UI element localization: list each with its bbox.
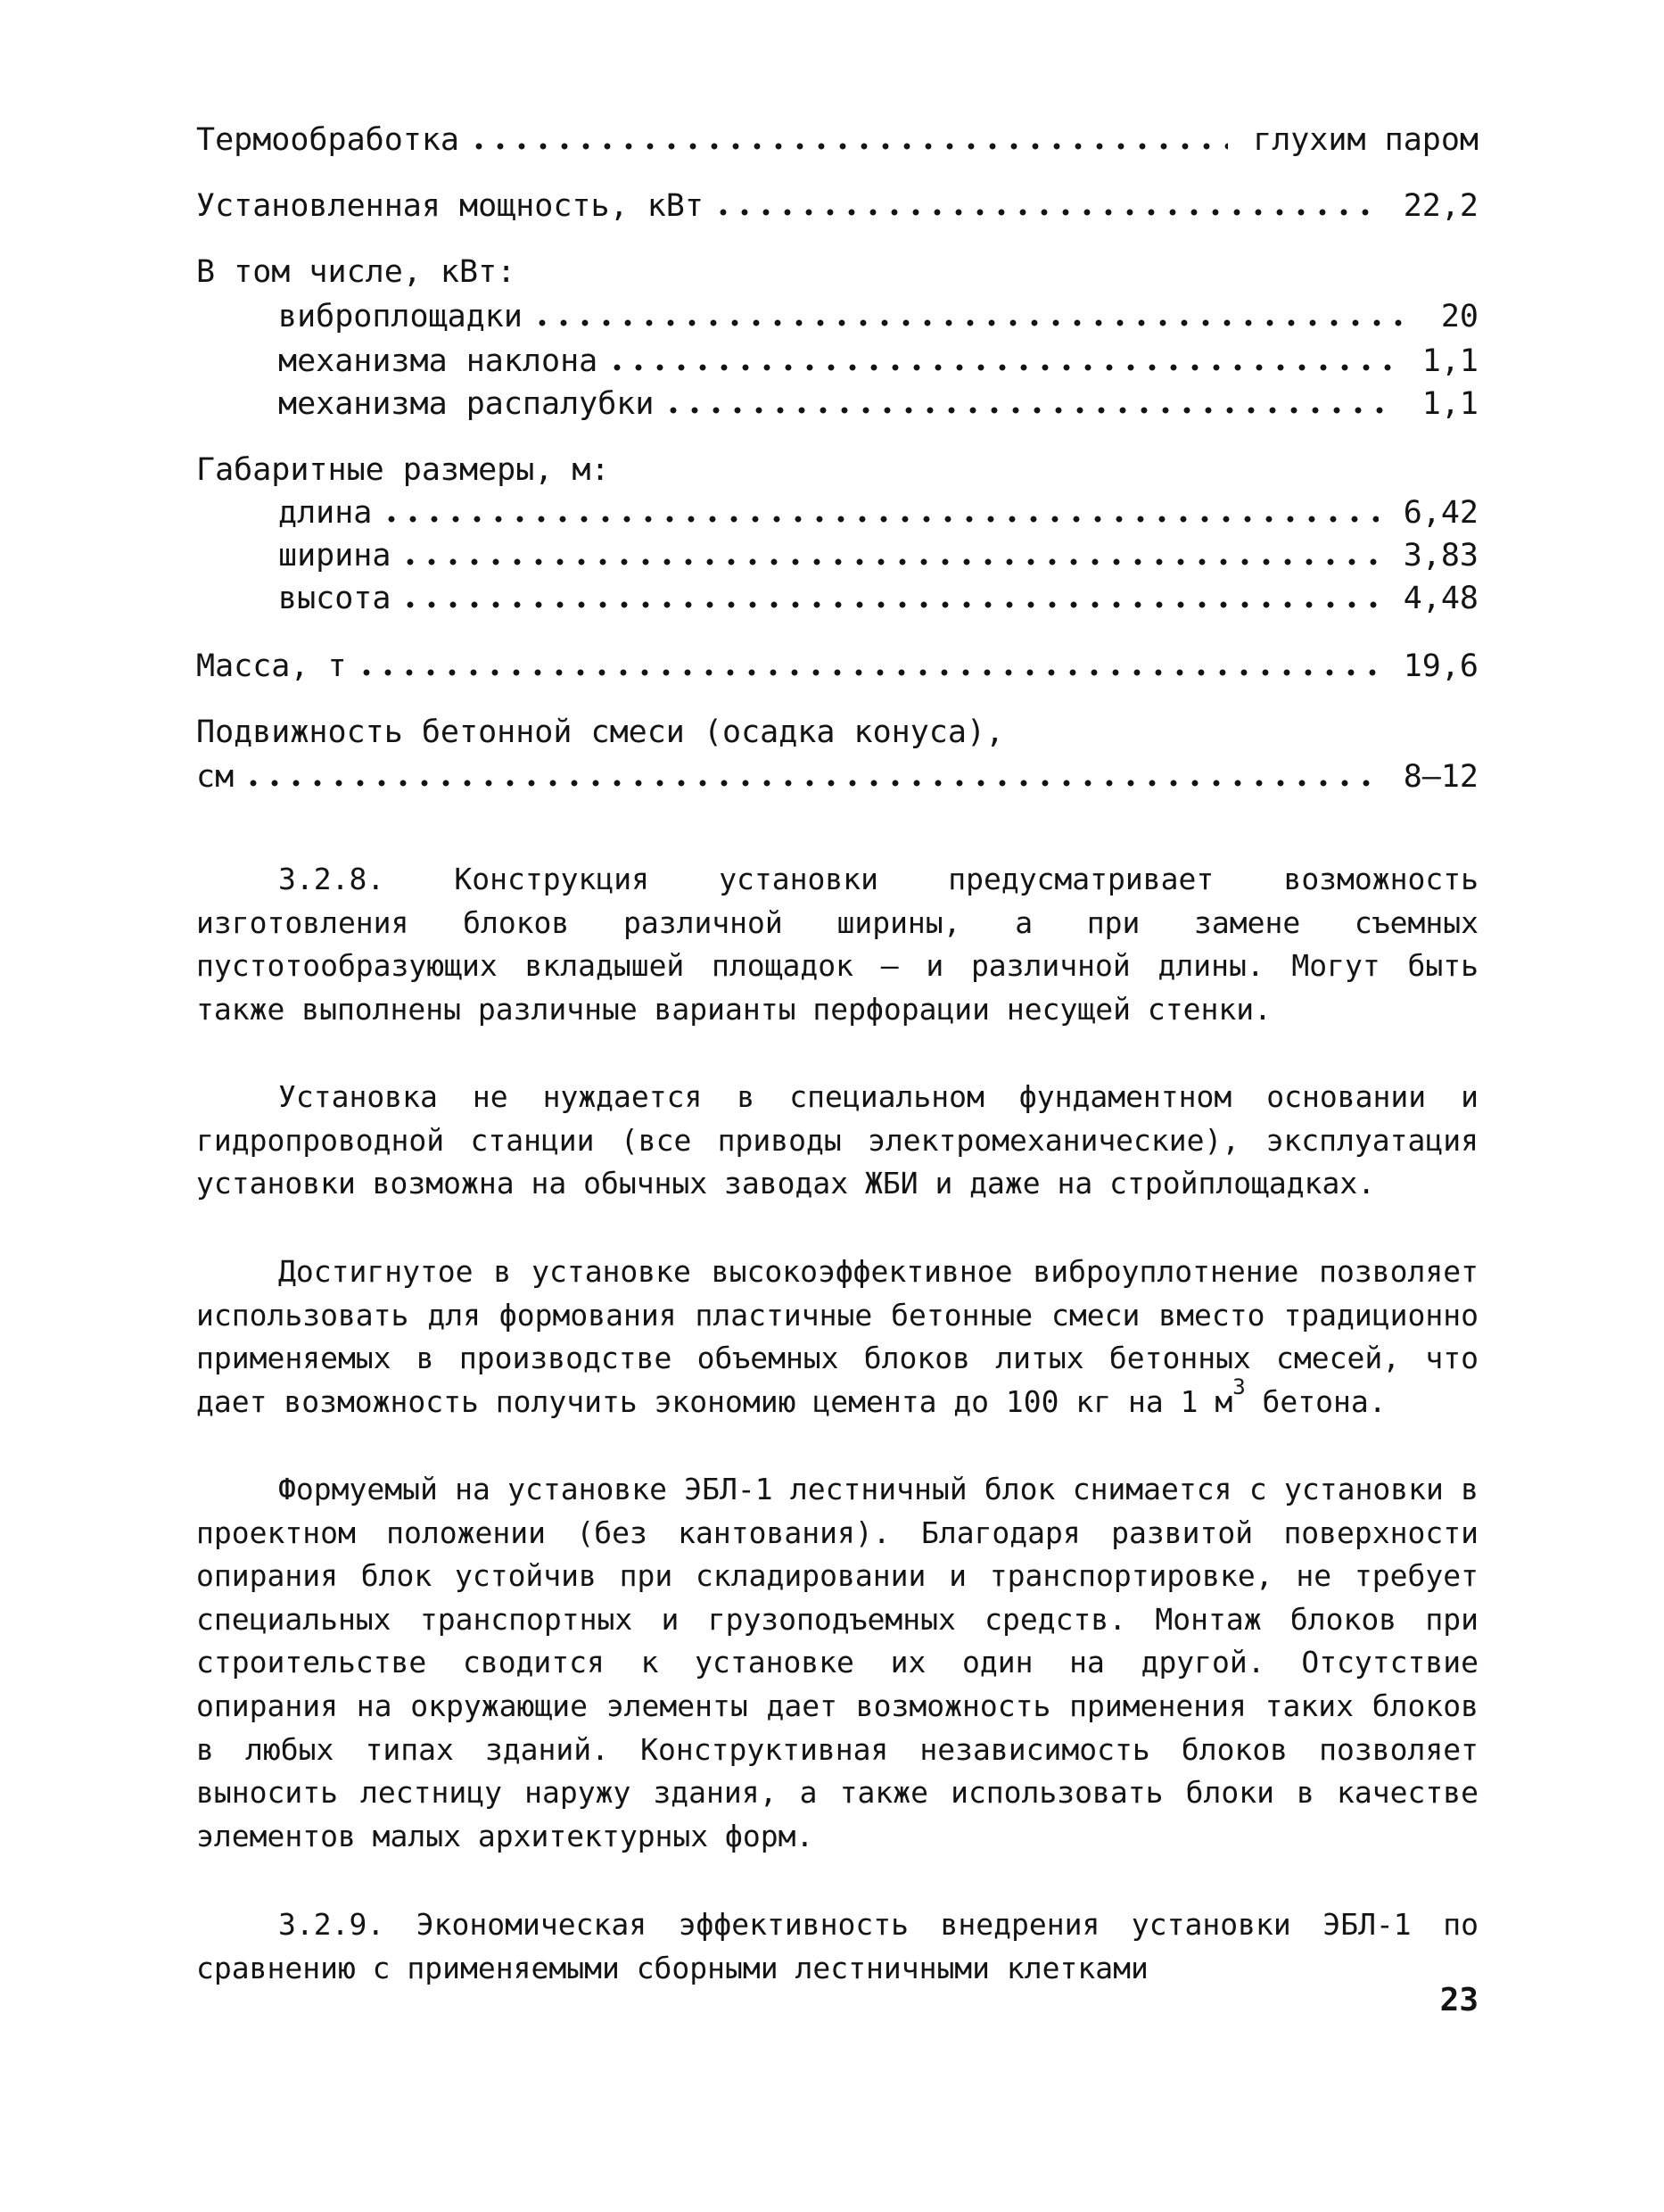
spec-value: 1,1	[1421, 343, 1479, 379]
spec-row-length	[278, 491, 1479, 535]
spec-value: 19,6	[1403, 648, 1479, 684]
spec-label: механизма распалубки	[278, 386, 655, 422]
paragraph-3-2-8: 3.2.8. Конструкция установки предусматривает возможность изготовления блоков различной ширины, а при замене съемных пустотообразующих вкладышей площадок – и различной длины. Могут быть также выполнены различные варианты перфорации несущей стенки.	[196, 862, 1479, 1027]
paragraph-vibro-compaction	[196, 1250, 1479, 1426]
dot-leader	[400, 600, 1378, 609]
spec-row-mass	[196, 644, 1479, 689]
superscript-cube: 3	[1232, 1374, 1246, 1399]
spec-row-thermo	[196, 118, 1479, 162]
spec-value: 3,83	[1403, 538, 1479, 574]
dot-leader	[400, 557, 1378, 566]
dot-leader	[531, 318, 1416, 327]
spec-row-height	[278, 576, 1479, 621]
spec-row-width	[278, 533, 1479, 578]
dot-leader	[356, 668, 1379, 677]
spec-value: 8–12	[1403, 759, 1479, 795]
spec-label: высота	[278, 581, 391, 616]
spec-value: 1,1	[1421, 386, 1479, 422]
paragraph-text-end: бетона.	[1245, 1383, 1387, 1419]
paragraph-ebl-block: Формуемый на установке ЭБЛ-1 лестничный блок снимается с установки в проектном положении (без кантования). Благодаря развитой поверхности опирания блок устойчив при складировании и транспортировке, не требует специальных транспортных и грузоподъемных средств. Монтаж блоков при строительстве сводится к установке их один на другой. Отсутствие опирания на окружающие элементы дает возможность применения таких блоков в любых типах зданий. Конструктивная независимость блоков позволяет выносить лестницу наружу здания, а также использовать блоки в качестве элементов малых архитектурных форм.	[196, 1472, 1479, 1853]
spec-value: 6,42	[1403, 495, 1479, 531]
spec-row-tilt	[278, 339, 1479, 384]
spec-label: Термообработка	[196, 122, 460, 158]
spec-label: виброплощадки	[278, 299, 523, 334]
dot-leader	[606, 363, 1397, 372]
dot-leader	[663, 406, 1396, 415]
dot-leader	[468, 142, 1228, 151]
page-number: 23	[1439, 1982, 1479, 2018]
spec-row-mobility	[196, 755, 1479, 799]
spec-heading-mobility: Подвижность бетонной смеси (осадка конуса),	[196, 714, 1005, 750]
paragraph-3-2-9: 3.2.9. Экономическая эффективность внедрения установки ЭБЛ-1 по сравнению с применяемыми сборными лестничными клетками	[196, 1907, 1479, 1985]
spec-row-power	[196, 184, 1479, 228]
dot-leader	[713, 208, 1379, 217]
paragraph-foundation: Установка не нуждается в специальном фундаментном основании и гидропроводной станции (все приводы электромеханические), эксплуатация установки возможна на обычных заводах ЖБИ и даже на стройплощадках.	[196, 1079, 1479, 1201]
spec-row-strip	[278, 382, 1479, 426]
spec-row-vibro	[278, 294, 1479, 339]
spec-value: глухим паром	[1253, 122, 1479, 158]
spec-label: см	[196, 759, 235, 795]
dot-leader	[381, 515, 1378, 524]
dot-leader	[243, 779, 1379, 788]
spec-label: Масса, т	[196, 648, 347, 684]
spec-label: ширина	[278, 538, 391, 574]
spec-value: 22,2	[1403, 188, 1479, 224]
paragraph-text: Достигнутое в установке высокоэффективное виброуплотнение позволяет использовать для формования пластичные бетонные смеси вместо традиционно применяемых в производстве объемных блоков литых бетонных смесей, что дает возможность получить экономию цемента до 100 кг на 1 м	[196, 1254, 1479, 1419]
spec-heading-dimensions: Габаритные размеры, м:	[196, 452, 610, 488]
spec-label: длина	[278, 495, 373, 531]
spec-value: 20	[1440, 299, 1479, 334]
spec-value: 4,48	[1403, 581, 1479, 616]
spec-label: Установленная мощность, кВт	[196, 188, 704, 224]
spec-label: механизма наклона	[278, 343, 598, 379]
spec-heading-including: В том числе, кВт:	[196, 254, 516, 290]
